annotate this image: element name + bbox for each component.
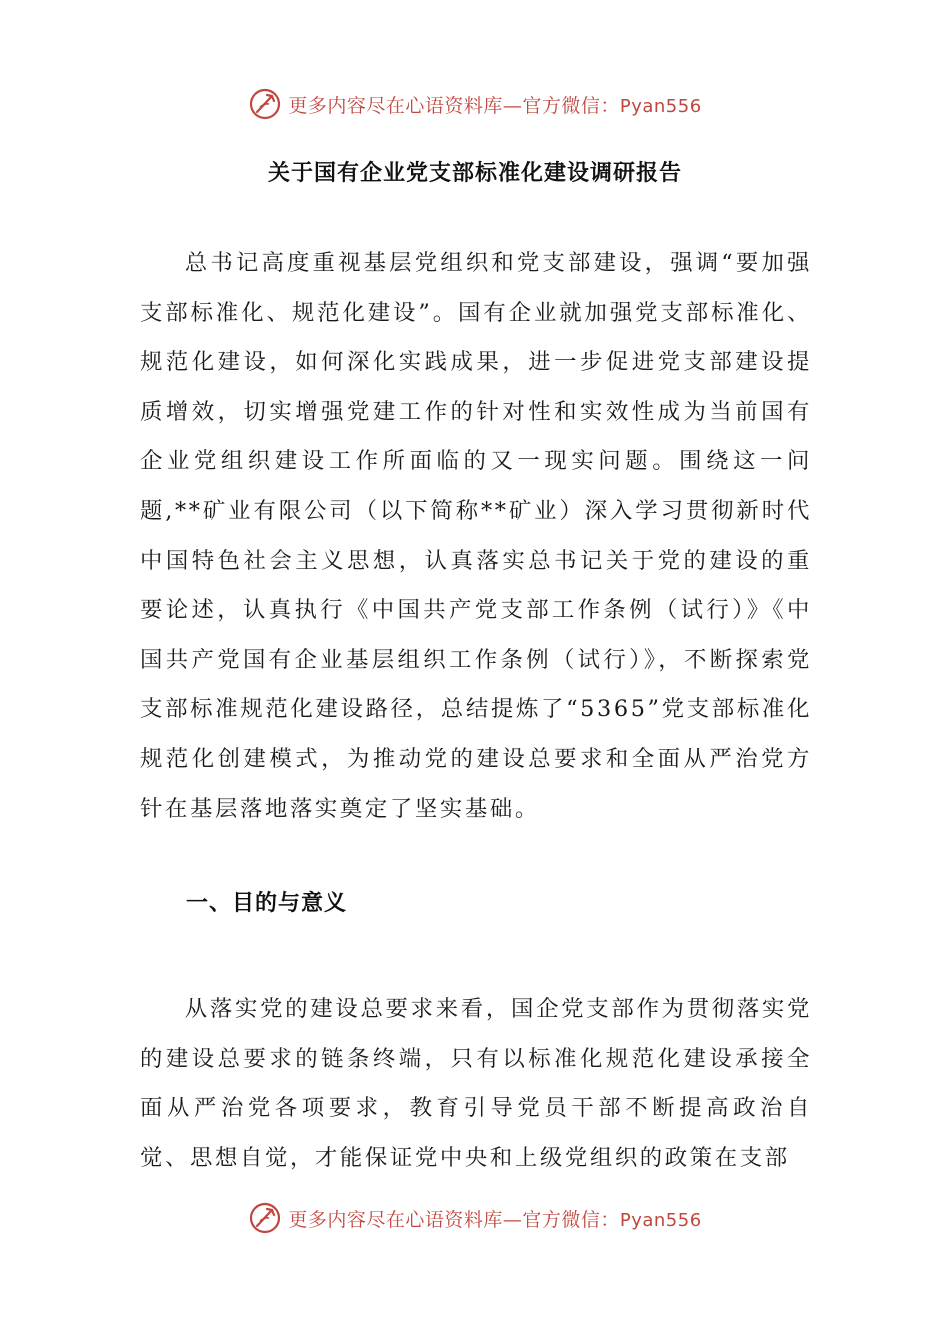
section-paragraph	[140, 985, 812, 1183]
watermark-banner-bottom	[0, 1198, 950, 1238]
intro-text: 总书记高度重视基层党组织和党支部建设，强调“要加强支部标准化、规范化建设”。国有企业就加强党支部标准化、规范化建设，如何深化实践成果，进一步促进党支部建设提质增效，切实增强党建工作的针对性和实效性成为当前国有企业党组织建设工作所面临的又一现实问题。围绕这一问题,**矿业有限公司（以下简称**矿业）深入学习贯彻新时代中国特色社会主义思想，认真落实总书记关于党的建设的重要论述，认真执行《中国共产党支部工作条例（试行）》《中国共产党国有企业基层组织工作条例（试行）》，不断探索党支部标准规范化建设路径，总结提炼了“5365”党支部标准化规范化创建模式，为推动党的建设总要求和全面从严治党方针在基层落地落实奠定了坚实基础。	[140, 250, 812, 822]
section-heading: 一、目的与意义	[186, 891, 348, 916]
watermark-text: 更多内容尽在心语资料库—官方微信：Pyan556	[288, 94, 702, 117]
watermark-banner-top	[0, 84, 950, 124]
section-text: 从落实党的建设总要求来看，国企党支部作为贯彻落实党的建设总要求的链条终端，只有以标准化规范化建设承接全面从严治党各项要求，教育引导党员干部不断提高政治自觉、思想自觉，才能保证党中央和上级党组织的政策在支部	[140, 996, 812, 1171]
document-title: 关于国有企业党支部标准化建设调研报告	[267, 161, 682, 186]
quill-seal-icon	[248, 1201, 282, 1235]
quill-seal-icon	[248, 87, 282, 121]
watermark-text: 更多内容尽在心语资料库—官方微信：Pyan556	[288, 1208, 702, 1231]
intro-paragraph	[140, 239, 812, 834]
